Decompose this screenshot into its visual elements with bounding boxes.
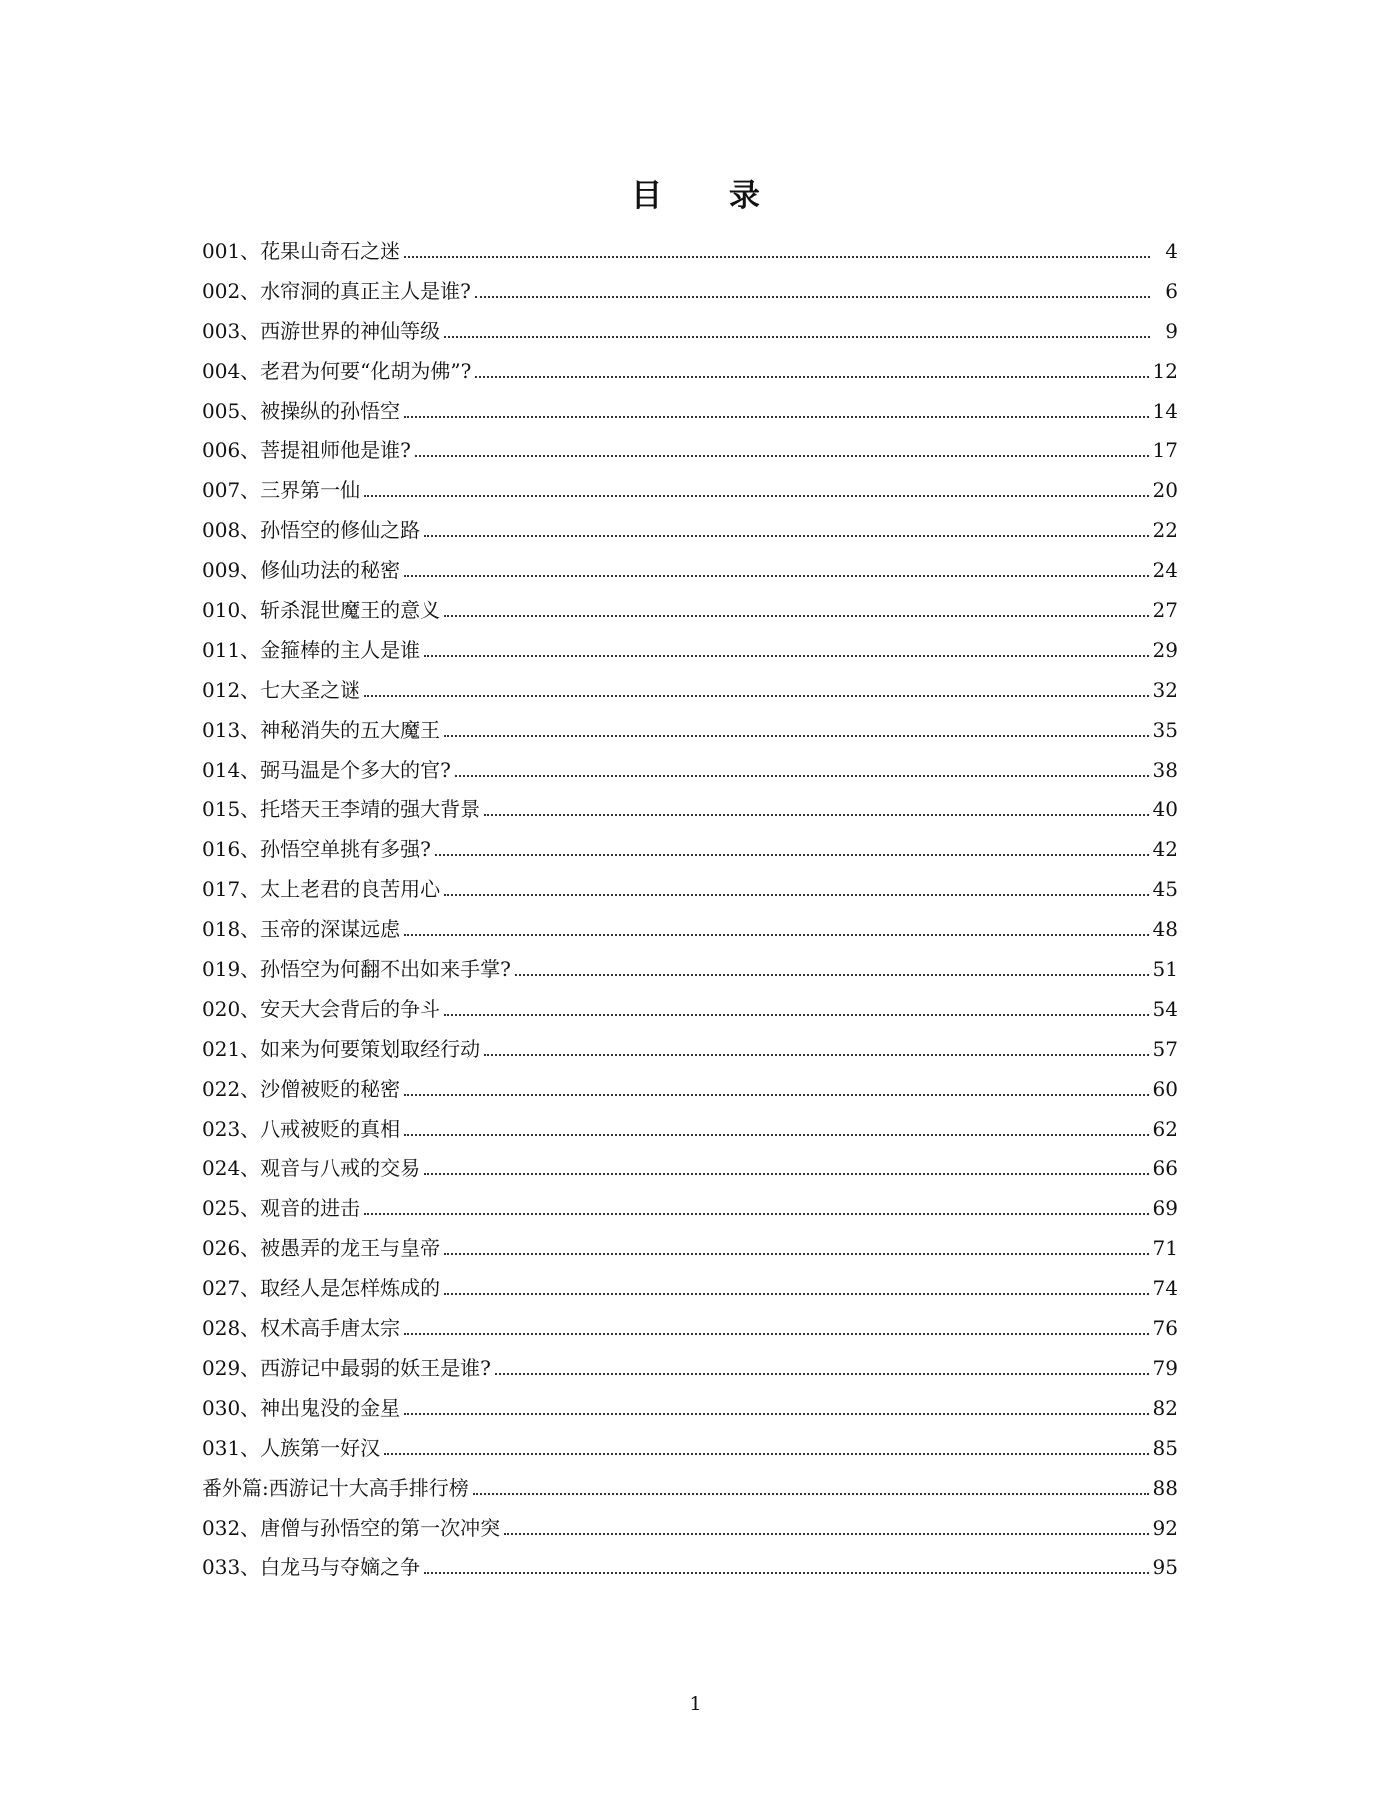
toc-entry[interactable] <box>202 910 1178 950</box>
toc-entry-title: 025、观音的进击 <box>202 1196 361 1221</box>
toc-entry-page: 48 <box>1152 917 1178 942</box>
toc-entry-page: 66 <box>1152 1156 1178 1181</box>
toc-entry-title: 015、托塔天王李靖的强大背景 <box>202 797 481 822</box>
dot-leader <box>404 1134 1148 1136</box>
toc-entry-title: 023、八戒被贬的真相 <box>202 1116 401 1141</box>
toc-entry[interactable] <box>202 950 1178 990</box>
toc-entry-title: 013、神秘消失的五大魔王 <box>202 717 441 742</box>
toc-entry-page: 24 <box>1152 558 1178 583</box>
toc-entry[interactable] <box>202 631 1178 671</box>
toc-entry[interactable] <box>202 1349 1178 1389</box>
toc-entry[interactable] <box>202 1469 1178 1509</box>
dot-leader <box>444 735 1148 737</box>
toc-entry-title: 014、弼马温是个多大的官? <box>202 757 451 782</box>
dot-leader <box>473 1493 1149 1495</box>
dot-leader <box>404 1333 1148 1335</box>
toc-entry-title: 009、修仙功法的秘密 <box>202 558 401 583</box>
toc-entry[interactable] <box>202 1429 1178 1469</box>
toc-entry[interactable] <box>202 1070 1178 1110</box>
toc-entry-title: 026、被愚弄的龙王与皇帝 <box>202 1236 441 1261</box>
dot-leader <box>404 1094 1148 1096</box>
dot-leader <box>404 1413 1148 1415</box>
toc-entry-title: 003、西游世界的神仙等级 <box>202 318 441 343</box>
dot-leader <box>435 854 1149 856</box>
toc-entry-page: 4 <box>1165 239 1178 263</box>
toc-entry-page: 6 <box>1165 278 1178 303</box>
dot-leader <box>495 1373 1149 1375</box>
toc-entry-page: 60 <box>1152 1076 1178 1101</box>
toc-entry-page: 92 <box>1152 1515 1178 1540</box>
dot-leader <box>404 256 1150 258</box>
toc-entry-page: 51 <box>1152 957 1178 982</box>
dot-leader <box>444 336 1150 338</box>
toc-entry-title: 028、权术高手唐太宗 <box>202 1316 401 1341</box>
dot-leader <box>444 1253 1148 1255</box>
toc-entry-title: 004、老君为何要“化胡为佛”? <box>202 358 472 383</box>
dot-leader <box>475 296 1150 298</box>
dot-leader <box>364 495 1148 497</box>
toc-entry-page: 76 <box>1152 1316 1178 1341</box>
dot-leader <box>424 655 1148 657</box>
page-number: 1 <box>689 1693 702 1715</box>
toc-entry-page: 79 <box>1152 1355 1178 1380</box>
toc-entry-title: 016、孙悟空单挑有多强? <box>202 837 431 862</box>
dot-leader <box>444 1293 1148 1295</box>
toc-entry-title: 010、斩杀混世魔王的意义 <box>202 598 441 623</box>
toc-entry[interactable] <box>202 1309 1178 1349</box>
toc-entry[interactable] <box>202 471 1178 511</box>
toc-entry[interactable] <box>202 1030 1178 1070</box>
toc-entry[interactable] <box>202 790 1178 830</box>
toc-entry[interactable] <box>202 671 1178 711</box>
toc-entry-page: 45 <box>1152 877 1178 902</box>
dot-leader <box>364 1213 1148 1215</box>
toc-entry-title: 002、水帘洞的真正主人是谁? <box>202 278 471 303</box>
toc-entry-page: 12 <box>1152 358 1178 383</box>
toc-entry[interactable] <box>202 312 1178 352</box>
toc-entry[interactable] <box>202 591 1178 631</box>
dot-leader <box>415 455 1149 457</box>
toc-entry[interactable] <box>202 551 1178 591</box>
toc-entry-title: 017、太上老君的良苦用心 <box>202 877 441 902</box>
toc-entry-title: 032、唐僧与孙悟空的第一次冲突 <box>202 1515 501 1540</box>
dot-leader <box>444 894 1148 896</box>
toc-entry-page: 27 <box>1152 598 1178 623</box>
toc-entry-page: 88 <box>1152 1475 1178 1500</box>
toc-entry-page: 62 <box>1152 1116 1178 1141</box>
dot-leader <box>424 535 1148 537</box>
toc-entry-page: 14 <box>1152 398 1178 423</box>
toc-entry-page: 22 <box>1152 518 1178 543</box>
toc-entry[interactable] <box>202 1389 1178 1429</box>
toc-entry-title: 024、观音与八戒的交易 <box>202 1156 421 1181</box>
toc-entry[interactable] <box>202 711 1178 751</box>
dot-leader <box>504 1533 1148 1535</box>
toc-entry-page: 17 <box>1152 438 1178 463</box>
dot-leader <box>404 575 1148 577</box>
dot-leader <box>424 1572 1148 1574</box>
toc-entry[interactable] <box>202 1229 1178 1269</box>
toc-entry-page: 32 <box>1152 677 1178 702</box>
toc-entry[interactable] <box>202 830 1178 870</box>
toc-entry-title: 033、白龙马与夺嫡之争 <box>202 1555 421 1580</box>
toc-entry-title: 030、神出鬼没的金星 <box>202 1395 401 1420</box>
toc-entry-page: 69 <box>1152 1196 1178 1221</box>
toc-entry[interactable] <box>202 990 1178 1030</box>
toc-entry[interactable] <box>202 1110 1178 1150</box>
toc-entry-page: 71 <box>1152 1236 1178 1261</box>
toc-entry[interactable] <box>202 511 1178 551</box>
dot-leader <box>455 775 1149 777</box>
toc-entry-page: 95 <box>1152 1555 1178 1580</box>
toc-entry-title: 012、七大圣之谜 <box>202 677 361 702</box>
toc-entry-title: 005、被操纵的孙悟空 <box>202 398 401 423</box>
toc-entry[interactable] <box>202 352 1178 392</box>
toc-entry[interactable] <box>202 392 1178 432</box>
toc-entry-title: 006、菩提祖师他是谁? <box>202 438 411 463</box>
toc-entry-title: 018、玉帝的深谋远虑 <box>202 917 401 942</box>
toc-entry[interactable] <box>202 1509 1178 1549</box>
toc-entry-page: 20 <box>1152 478 1178 503</box>
toc-entry[interactable] <box>202 232 1178 272</box>
toc-entry[interactable] <box>202 272 1178 312</box>
toc-entry[interactable] <box>202 1149 1178 1189</box>
toc-entry[interactable] <box>202 751 1178 791</box>
toc-entry-title: 019、孙悟空为何翻不出如来手掌? <box>202 957 511 982</box>
dot-leader <box>484 1054 1148 1056</box>
toc-entry-page: 35 <box>1152 717 1178 742</box>
toc-entry-page: 74 <box>1152 1276 1178 1301</box>
dot-leader <box>424 1173 1148 1175</box>
dot-leader <box>364 695 1148 697</box>
toc-entry-title: 番外篇:西游记十大高手排行榜 <box>202 1475 469 1500</box>
toc-entry-page: 9 <box>1165 318 1178 343</box>
dot-leader <box>404 934 1148 936</box>
toc-entry-title: 021、如来为何要策划取经行动 <box>202 1036 481 1061</box>
toc-entry-page: 82 <box>1152 1395 1178 1420</box>
dot-leader <box>404 416 1148 418</box>
toc-entry-page: 40 <box>1152 797 1178 822</box>
toc-entry-title: 031、人族第一好汉 <box>202 1435 381 1460</box>
toc-entry-title: 007、三界第一仙 <box>202 478 361 503</box>
toc-entry[interactable] <box>202 1189 1178 1229</box>
toc-entry-title: 011、金箍棒的主人是谁 <box>202 637 421 662</box>
toc-entry-page: 38 <box>1152 757 1178 782</box>
toc-entry-title: 001、花果山奇石之迷 <box>202 239 401 263</box>
toc-entry-page: 85 <box>1152 1435 1178 1460</box>
toc-entry-title: 022、沙僧被贬的秘密 <box>202 1076 401 1101</box>
dot-leader <box>444 615 1148 617</box>
toc-entry-page: 54 <box>1152 996 1178 1021</box>
toc-entry-page: 42 <box>1152 837 1178 862</box>
toc-entry[interactable] <box>202 1548 1178 1588</box>
toc-entry-page: 29 <box>1152 637 1178 662</box>
dot-leader <box>384 1453 1148 1455</box>
dot-leader <box>444 1014 1148 1016</box>
toc-entry-title: 027、取经人是怎样炼成的 <box>202 1276 441 1301</box>
dot-leader <box>475 376 1148 378</box>
dot-leader <box>515 974 1149 976</box>
toc-entry[interactable] <box>202 1269 1178 1309</box>
toc-entry[interactable] <box>202 431 1178 471</box>
toc-entry[interactable] <box>202 870 1178 910</box>
dot-leader <box>484 814 1148 816</box>
toc-entry-page: 57 <box>1152 1036 1178 1061</box>
toc-entry-title: 008、孙悟空的修仙之路 <box>202 518 421 543</box>
toc-entry-title: 029、西游记中最弱的妖王是谁? <box>202 1355 491 1380</box>
toc-entry-title: 020、安天大会背后的争斗 <box>202 996 441 1021</box>
table-of-contents <box>202 232 1178 1588</box>
page-title: 目 录 <box>631 178 788 214</box>
